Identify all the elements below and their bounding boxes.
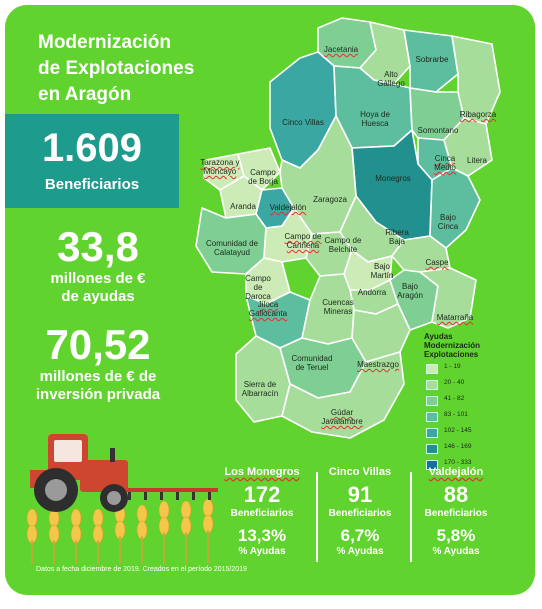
label-carinena: Campo de Cariñena bbox=[284, 232, 322, 250]
label-sobrarbe: Sobrarbe bbox=[415, 55, 449, 64]
label-bajo-cinca: Bajo Cinca bbox=[437, 213, 459, 231]
beneficiaries-value: 1.609 bbox=[41, 126, 143, 170]
label-ribagorza: Ribagorza bbox=[459, 110, 497, 119]
map-legend: Ayudas Modernización Explotaciones 1 - 19 20 - 40 41 - 82 83 - 101 102 - 145 146 - 169 170 - 333 bbox=[424, 332, 480, 471]
label-ribera-baja: Ribera Baja bbox=[385, 228, 409, 246]
stat-cinco-villas: Cinco Villas 91 Beneficiarios 6,7% % Ayudas bbox=[314, 466, 406, 558]
legend-row: 146 - 169 bbox=[424, 441, 480, 455]
legend-swatch bbox=[426, 396, 438, 406]
inversion-stat: 70,52 millones de € de inversión privada bbox=[8, 322, 188, 404]
legend-row: 83 - 101 bbox=[424, 409, 480, 423]
legend-row: 102 - 145 bbox=[424, 425, 480, 439]
inversion-value: 70,52 bbox=[45, 321, 151, 368]
stat-percent: 6,7% bbox=[340, 526, 380, 545]
label-calatayud: Comunidad de Calatayud bbox=[205, 239, 259, 257]
tractor-illustration bbox=[10, 430, 222, 565]
legend-swatch bbox=[426, 444, 438, 454]
stat-name: Cinco Villas bbox=[328, 466, 392, 478]
footnote: Datos a fecha diciembre de 2019. Creados en el período 2015/2019 bbox=[36, 566, 247, 573]
ayudas-stat: 33,8 millones de € de ayudas bbox=[20, 224, 176, 306]
legend-row: 170 - 333 bbox=[424, 457, 480, 471]
label-alto-gallego: Alto Gállego bbox=[377, 70, 405, 88]
stat-percent: 5,8% bbox=[436, 526, 476, 545]
label-valdejalon: Valdejalón bbox=[269, 203, 307, 212]
label-matarrana: Matarraña bbox=[436, 313, 474, 322]
label-andorra: Andorra bbox=[357, 288, 387, 297]
tractor-icon bbox=[30, 434, 218, 512]
label-belchite: Campo de Belchite bbox=[324, 236, 362, 254]
stat-monegros: Los Monegros 172 Beneficiarios 13,3% % Ayudas bbox=[216, 466, 308, 558]
ayudas-value: 33,8 bbox=[57, 223, 139, 270]
label-gudar: Gúdar Javalambre bbox=[321, 408, 363, 426]
stat-percent: 13,3% bbox=[237, 526, 287, 545]
region-bajo-cinca bbox=[430, 168, 480, 248]
label-bajo-martin: Bajo Martín bbox=[370, 262, 394, 280]
legend-row: 1 - 19 bbox=[424, 361, 480, 375]
legend-swatch bbox=[426, 412, 438, 422]
stat-valdejalon: Valdejalón 88 Beneficiarios 5,8% % Ayudas bbox=[410, 466, 502, 558]
legend-swatch bbox=[426, 380, 438, 390]
label-cinco-villas: Cinco Villas bbox=[282, 118, 324, 127]
label-hoya-de-huesca: Hoya de Huesca bbox=[360, 110, 390, 128]
label-bajo-aragon: Bajo Aragón bbox=[397, 282, 423, 300]
label-cuencas-mineras: Cuencas Mineras bbox=[322, 298, 354, 316]
page-title: Modernización de Explotaciones en Aragón bbox=[38, 32, 195, 105]
label-campo-de-borja: Campo de Borja bbox=[248, 168, 278, 186]
label-campo-de-daroca: Campo de Daroca bbox=[245, 274, 271, 301]
beneficiaries-label: Beneficiarios bbox=[44, 176, 140, 193]
label-albarracin: Sierra de Albarracín bbox=[241, 380, 279, 398]
label-zaragoza: Zaragoza bbox=[313, 195, 347, 204]
stat-value: 172 bbox=[243, 482, 281, 507]
label-teruel: Comunidad de Teruel bbox=[291, 354, 333, 372]
label-tarazona: Tarazona y Moncayo bbox=[200, 158, 240, 176]
legend-row: 20 - 40 bbox=[424, 377, 480, 391]
label-maestrazgo: Maestrazgo bbox=[357, 360, 399, 369]
stat-name: Los Monegros bbox=[224, 466, 300, 478]
region-maestrazgo bbox=[352, 304, 410, 362]
legend-row: 41 - 82 bbox=[424, 393, 480, 407]
stat-value: 91 bbox=[347, 482, 373, 507]
legend-swatch bbox=[426, 428, 438, 438]
label-aranda: Aranda bbox=[230, 202, 256, 211]
label-monegros: Monegros bbox=[375, 174, 411, 183]
label-somontano: Somontano bbox=[417, 126, 459, 135]
label-caspe: Caspe bbox=[425, 258, 449, 267]
stat-name: Valdejalón bbox=[428, 466, 484, 478]
stat-value: 88 bbox=[443, 482, 469, 507]
label-jiloca: Jiloca Gallocanta bbox=[248, 300, 288, 318]
label-litera: Litera bbox=[466, 156, 488, 165]
label-jacetania: Jacetania bbox=[323, 45, 359, 54]
legend-swatch bbox=[426, 364, 438, 374]
label-cinca-medio: Cinca Medio bbox=[434, 154, 456, 172]
